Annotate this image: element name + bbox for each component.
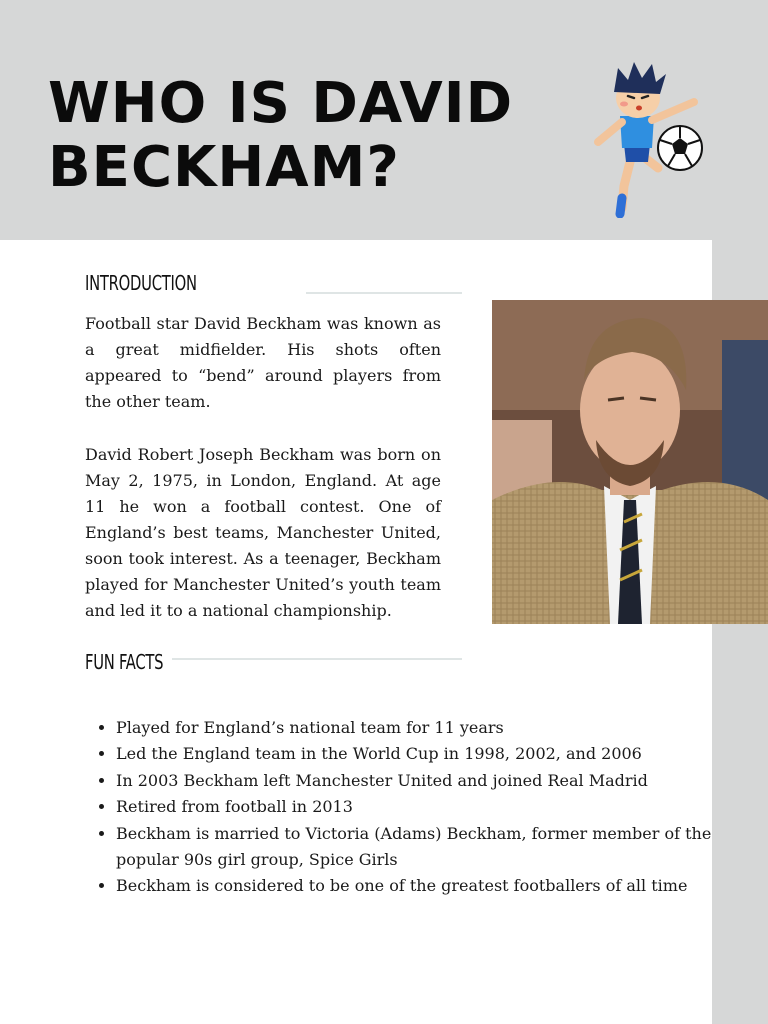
david-beckham-photo (492, 300, 768, 624)
page-title: WHO IS DAVID BECKHAM? (48, 71, 514, 200)
fun-fact-item: • Played for England’s national team for 11 years (116, 715, 716, 741)
introduction-heading: INTRODUCTION (85, 271, 197, 295)
introduction-paragraph-1: Football star David Beckham was known as a great midfielder. His shots often appeared to “bend” around players from the other team. (85, 314, 441, 411)
fun-facts-divider (172, 658, 462, 660)
soccer-player-illustration (584, 58, 714, 218)
fun-fact-item: • Beckham is considered to be one of the greatest footballers of all time (116, 873, 716, 899)
fun-facts-list (100, 715, 716, 900)
fun-fact-item: • Beckham is married to Victoria (Adams) Beckham, former member of the popular 90s girl group, Spice Girls (116, 821, 716, 874)
introduction-paragraph-2: David Robert Joseph Beckham was born on May 2, 1975, in London, England. At age 11 he won a football contest. One of England’s best teams, Manchester United, soon took interest. As a teenager, Beckham played for Manchester United’s youth team and led it to a national championship. (85, 445, 441, 620)
introduction-divider (306, 292, 462, 294)
fun-fact-item: • In 2003 Beckham left Manchester United and joined Real Madrid (116, 768, 716, 794)
fun-fact-item: • Led the England team in the World Cup in 1998, 2002, and 2006 (116, 741, 716, 767)
fun-facts-heading: FUN FACTS (85, 650, 164, 674)
fun-fact-item: • Retired from football in 2013 (116, 794, 716, 820)
